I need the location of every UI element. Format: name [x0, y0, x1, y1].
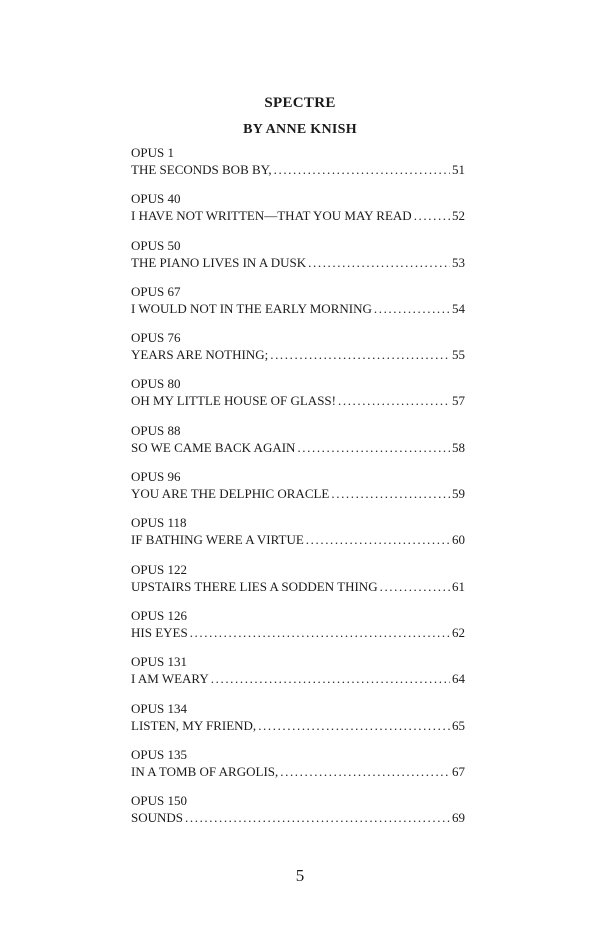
page-reference: 64 — [452, 671, 465, 687]
opus-number: OPUS 131 — [131, 654, 187, 670]
toc-line — [131, 763, 465, 780]
opus-number: OPUS 50 — [131, 237, 181, 253]
dot-leader — [258, 717, 450, 734]
page-reference: 51 — [452, 162, 465, 177]
toc-line — [131, 670, 465, 687]
poem-title: IF BATHING WERE A VIRTUE — [131, 532, 304, 548]
opus-number: OPUS 67 — [131, 283, 181, 299]
toc-entry[interactable] — [131, 561, 465, 607]
opus-number: OPUS 96 — [131, 469, 181, 485]
toc-entry[interactable] — [131, 607, 465, 653]
author-byline: BY ANNE KNISH — [243, 122, 357, 137]
dot-leader — [270, 346, 450, 363]
page-reference: 53 — [452, 254, 465, 270]
toc-line — [131, 485, 465, 502]
opus-number: OPUS 150 — [131, 793, 187, 809]
poem-title: IN A TOMB OF ARGOLIS, — [131, 763, 279, 779]
toc-line — [131, 392, 465, 409]
poem-title: I WOULD NOT IN THE EARLY MORNING — [131, 300, 372, 316]
dot-leader — [380, 578, 450, 595]
toc-line — [131, 346, 465, 363]
poem-title: LISTEN, MY FRIEND, — [131, 717, 257, 733]
page-reference: 58 — [452, 439, 465, 455]
opus-number: OPUS 80 — [131, 376, 181, 392]
page-reference: 52 — [452, 208, 465, 224]
toc-entry[interactable] — [131, 422, 465, 468]
toc-entry[interactable] — [131, 329, 465, 375]
poem-title: YEARS ARE NOTHING; — [131, 347, 269, 363]
dot-leader — [297, 439, 450, 456]
opus-number: OPUS 118 — [131, 515, 187, 531]
toc-entry[interactable] — [131, 468, 465, 514]
opus-number: OPUS 40 — [131, 191, 181, 207]
opus-number: OPUS 76 — [131, 330, 181, 346]
toc-line — [131, 624, 465, 641]
dot-leader — [308, 254, 450, 271]
toc-line — [131, 531, 465, 548]
poem-title: I HAVE NOT WRITTEN—THAT YOU MAY READ — [131, 208, 412, 224]
toc-entry[interactable] — [131, 283, 465, 329]
dot-leader — [306, 531, 450, 548]
dot-leader — [414, 207, 450, 224]
dot-leader — [280, 763, 450, 780]
dot-leader — [374, 300, 450, 317]
page-reference: 69 — [452, 810, 465, 826]
toc-line — [131, 207, 465, 224]
toc-entry[interactable] — [131, 375, 465, 421]
poem-title: SO WE CAME BACK AGAIN — [131, 439, 296, 455]
page-reference: 62 — [452, 624, 465, 640]
poem-title: I AM WEARY — [131, 671, 209, 687]
poem-title: UPSTAIRS THERE LIES A SODDEN THING — [131, 578, 378, 594]
page-reference: 57 — [452, 393, 465, 409]
poem-title: THE SECONDS BOB BY, — [131, 162, 272, 177]
dot-leader — [331, 485, 450, 502]
dot-leader — [338, 392, 450, 409]
toc-entry[interactable] — [131, 746, 465, 792]
opus-number: OPUS 126 — [131, 607, 187, 623]
page-reference: 55 — [452, 347, 465, 363]
section-title: SPECTRE — [264, 95, 336, 111]
toc-entry[interactable] — [131, 792, 465, 838]
toc-line — [131, 809, 465, 826]
dot-leader — [211, 670, 450, 687]
poem-title: THE PIANO LIVES IN A DUSK — [131, 254, 307, 270]
dot-leader — [185, 809, 450, 826]
toc-entry[interactable] — [131, 237, 465, 283]
toc-line — [131, 439, 465, 456]
page-reference: 65 — [452, 717, 465, 733]
toc-line — [131, 578, 465, 595]
page-reference: 67 — [452, 763, 465, 779]
toc-line — [131, 254, 465, 271]
page-reference: 60 — [452, 532, 465, 548]
toc-line — [131, 300, 465, 317]
dot-leader — [274, 161, 450, 178]
opus-number: OPUS 1 — [131, 145, 174, 160]
toc-entry[interactable] — [131, 700, 465, 746]
page-reference: 54 — [452, 300, 465, 316]
poem-title: YOU ARE THE DELPHIC ORACLE — [131, 486, 330, 502]
toc-line — [131, 717, 465, 734]
toc-line — [131, 161, 465, 178]
poem-title: OH MY LITTLE HOUSE OF GLASS! — [131, 393, 336, 409]
table-of-contents — [131, 144, 465, 838]
opus-number: OPUS 134 — [131, 700, 187, 716]
toc-entry[interactable] — [131, 190, 465, 236]
page-reference: 59 — [452, 486, 465, 502]
opus-number: OPUS 122 — [131, 561, 187, 577]
poem-title: HIS EYES — [131, 624, 188, 640]
toc-entry[interactable] — [131, 514, 465, 560]
poem-title: SOUNDS — [131, 810, 184, 826]
opus-number: OPUS 135 — [131, 746, 187, 762]
opus-number: OPUS 88 — [131, 422, 181, 438]
dot-leader — [190, 624, 450, 641]
page-reference: 61 — [452, 578, 465, 594]
toc-entry[interactable] — [131, 653, 465, 699]
toc-entry[interactable] — [131, 144, 465, 190]
page-number: 5 — [295, 866, 305, 885]
